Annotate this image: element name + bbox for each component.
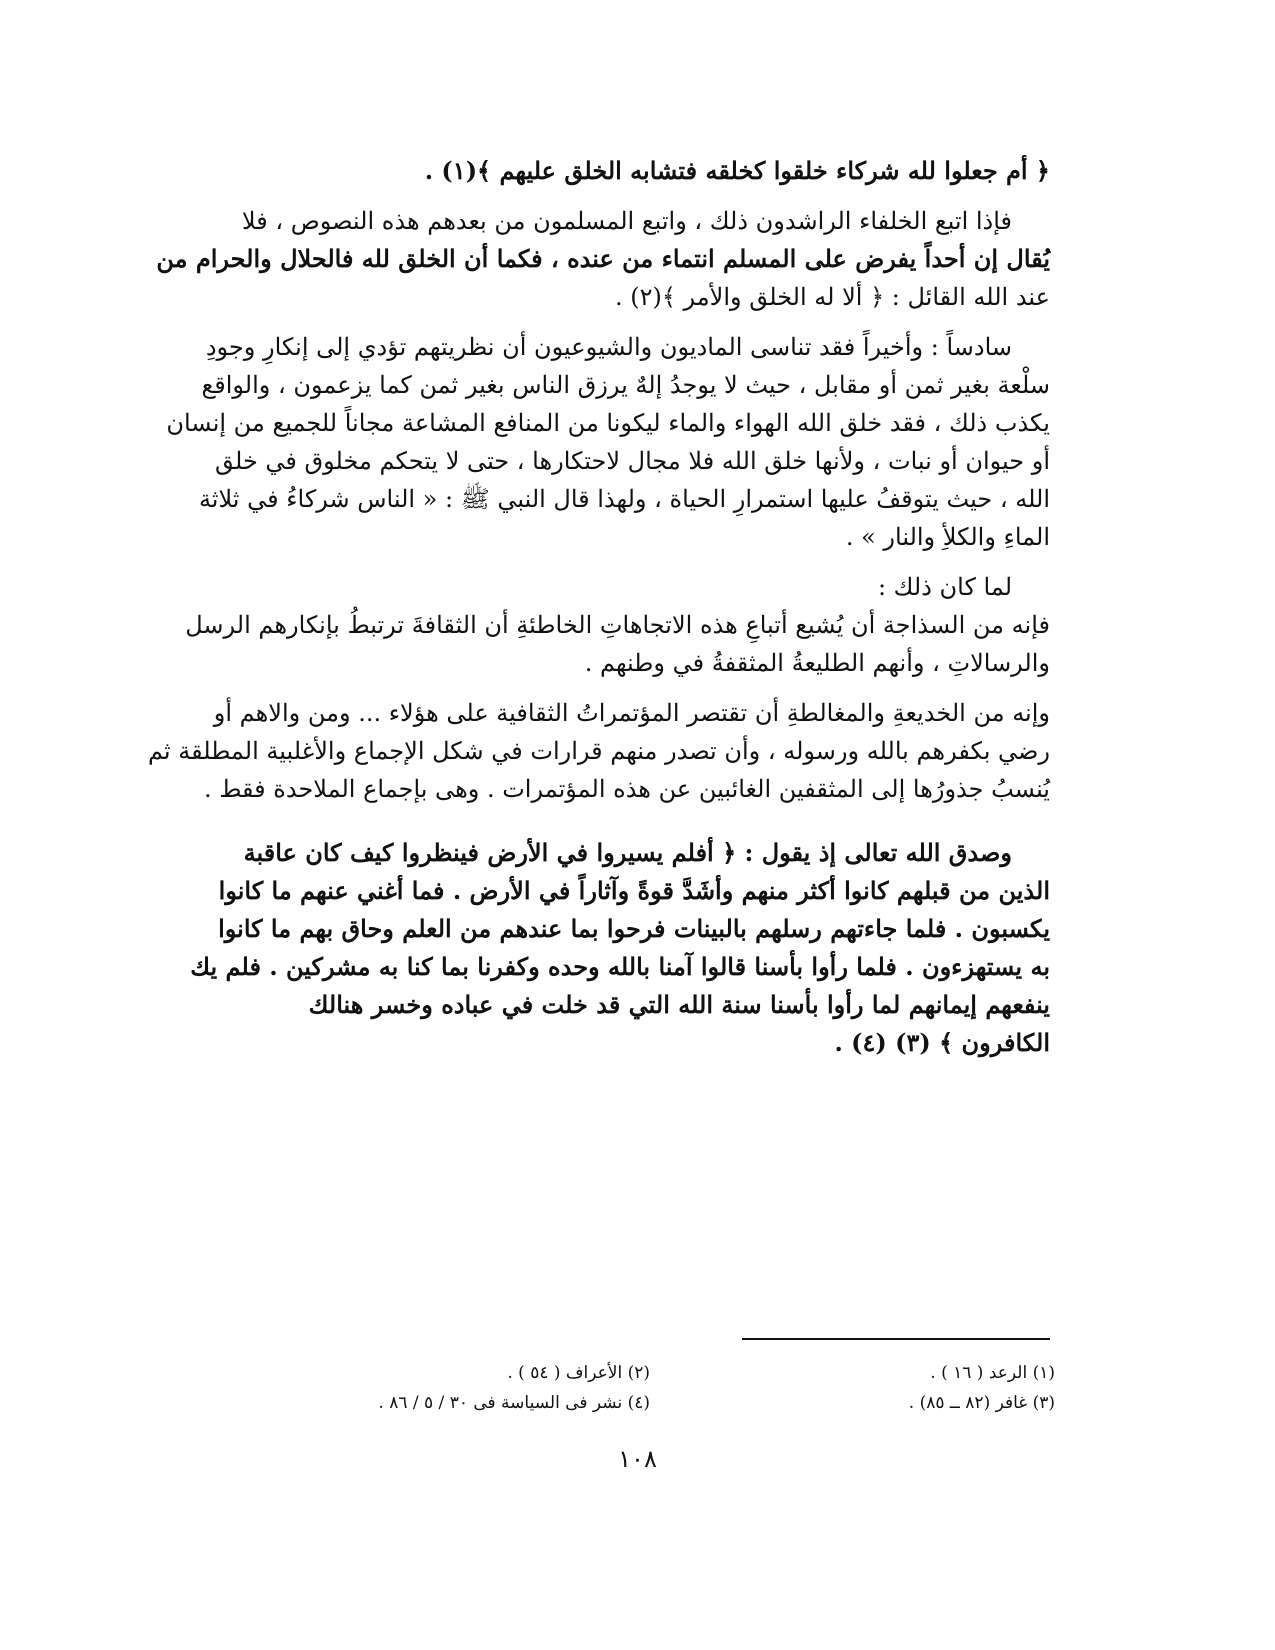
text-line: يكذب ذلك ، فقد خلق الله الهواء والماء ليكونا من المنافع المشاعة مجاناً للجميع من إنسان (166, 409, 1050, 437)
text-line: فإذا اتبع الخلفاء الراشدون ذلك ، واتبع المسلمون من بعدهم هذه النصوص ، فلا (241, 207, 1012, 235)
text-line: الماءِ والكلأِ والنار » . (845, 523, 1050, 551)
text-line: به يستهزءون . فلما رأوا بأسنا قالوا آمنا بالله وحده وكفرنا بما كنا به مشركين . فلم يك (190, 952, 1050, 981)
paragraph-3 (168, 568, 1050, 682)
footnotes (245, 1358, 1055, 1418)
text-line: يُقال إن أحداً يفرض على المسلم انتماء من عنده ، فكما أن الخلق لله فالحلال والحرام من (156, 244, 1050, 273)
text-line: سلْعة بغير ثمن أو مقابل ، حيث لا يوجدُ إلهٌ يرزق الناس بغير ثمن كما يزعمون ، والواقع (201, 371, 1050, 399)
footnote-row (245, 1358, 1055, 1388)
text-line: الكافرون ﴾ (٣) (٤) . (834, 1028, 1050, 1057)
text-line: رضي بكفرهم بالله ورسوله ، وأن تصدر منهم قرارات في شكل الإجماع والأغلبية المطلقة ثم (147, 737, 1050, 765)
text-line: لما كان ذلك : (877, 573, 1012, 601)
footnote-1: (١) الرعد ( ١٦ ) . (930, 1363, 1055, 1383)
text-line: يكسبون . فلما جاءتهم رسلهم بالبينات فرحوا بما عندهم من العلم وحاق بهم ما كانوا (218, 914, 1050, 943)
footnote-divider (742, 1338, 1050, 1340)
quran-verse-paragraph (168, 152, 1050, 190)
paragraph-5 (168, 834, 1050, 1062)
text-line: يُنسبُ جذورُها إلى المثقفين الغائبين عن هذه المؤتمرات . وهى بإجماع الملاحدة فقط . (204, 775, 1050, 803)
footnote-4: (٤) نشر فى السياسة فى ٣٠ / ٥ / ٨٦ . (378, 1393, 650, 1413)
text-line: أو حيوان أو نبات ، ولأنها خلق الله فلا مجال لاحتكارها ، حتى لا يتحكم مخلوق في خلق (215, 447, 1050, 475)
text-line: والرسالاتِ ، وأنهم الطليعةُ المثقفةُ في وطنهم . (584, 649, 1050, 677)
text-line: ينفعهم إيمانهم لما رأوا بأسنا سنة الله التي قد خلت في عباده وخسر هنالك (308, 990, 1050, 1019)
footnote-3: (٣) غافر (٨٢ ــ ٨٥) . (908, 1393, 1055, 1413)
footnote-row (245, 1388, 1055, 1418)
quran-verse-line: ﴿ أم جعلوا لله شركاء خلقوا كخلقه فتشابه الخلق عليهم ﴾(١) . (424, 156, 1050, 185)
paragraph-2 (168, 328, 1050, 556)
paragraph-4 (147, 694, 1050, 808)
footnote-2: (٢) الأعراف ( ٥٤ ) . (507, 1363, 650, 1383)
page-number: ١٠٨ (618, 1445, 657, 1473)
text-line: سادساً : وأخيراً فقد تناسى الماديون والشيوعيون أن نظريتهم تؤدي إلى إنكارِ وجودِ (205, 333, 1012, 361)
text-line: وإنه من الخديعةِ والمغالطةِ أن تقتصر المؤتمراتُ الثقافية على هؤلاء ... ومن والاهم أو (213, 699, 1050, 727)
text-line: وصدق الله تعالى إذ يقول : ﴿ أفلم يسيروا في الأرض فينظروا كيف كان عاقبة (243, 838, 1012, 867)
text-line: الله ، حيث يتوقفُ عليها استمرارِ الحياة ، ولهذا قال النبي ﷺ : « الناس شركاءُ في ثلاثة (198, 485, 1050, 513)
text-line: الذين من قبلهم كانوا أكثر منهم وأشَدَّ قوةً وآثاراً في الأرض . فما أغني عنهم ما كانوا (218, 876, 1050, 905)
text-line: فإنه من السذاجة أن يُشيع أتباعِ هذه الاتجاهاتِ الخاطئةِ أن الثقافةَ ترتبطُ بإنكارهم الرسل (185, 611, 1050, 639)
paragraph-1 (156, 202, 1050, 316)
text-line: عند الله القائل : ﴿ ألا له الخلق والأمر ﴾(٢) . (614, 283, 1050, 311)
main-text (147, 152, 1050, 1074)
